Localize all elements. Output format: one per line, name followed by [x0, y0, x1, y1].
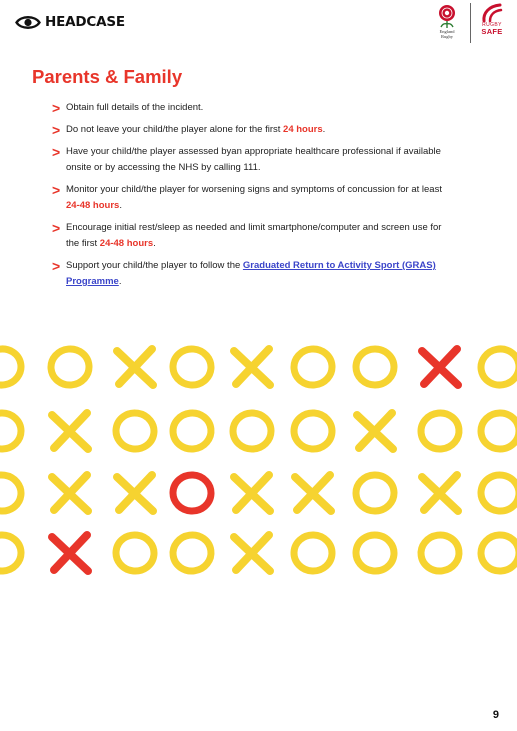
rugby-safe-small: RUGBY	[482, 22, 502, 28]
highlight-duration: 24-48 hours	[66, 200, 120, 211]
bullet-text-part: Encourage initial rest/sleep as needed and limit smartphone/computer and screen use for the first	[66, 222, 442, 249]
chevron-right-icon: >	[52, 144, 61, 160]
rugby-safe-big: SAFE	[481, 27, 503, 36]
nought-shape-yellow	[478, 346, 517, 388]
nought-shape-yellow	[113, 410, 156, 452]
section-title: Parents & Family	[32, 66, 183, 87]
cross-shape-yellow	[234, 349, 270, 385]
headcase-logo	[15, 14, 125, 30]
england-rugby-line2: Rugby	[440, 34, 453, 39]
nought-shape-yellow	[481, 413, 517, 450]
bullet-text	[66, 220, 452, 252]
gras-programme-link[interactable]: Graduated Return to Activity Sport (GRAS) Programme	[66, 260, 436, 287]
highlight-duration: 24 hours	[283, 124, 323, 135]
bullet-text-part: Do not leave your child/the player alone for the first	[66, 124, 284, 135]
cross-shape-red	[52, 535, 88, 571]
page-header	[0, 0, 517, 50]
bullet-text: Have your child/the player assessed byan appropriate healthcare professional if available onsite or by accessing the NHS by calling 111.	[66, 146, 441, 173]
nought-shape-yellow	[114, 533, 156, 573]
cross-shape-red	[422, 349, 458, 385]
nought-shape-yellow	[50, 347, 91, 386]
page-number: 9	[492, 709, 499, 721]
bullet-text-part: .	[322, 124, 326, 135]
partner-logos	[432, 3, 505, 43]
nought-shape-yellow	[0, 413, 21, 450]
cross-shape-yellow	[117, 349, 153, 385]
nought-shape-yellow	[479, 473, 517, 514]
nought-shape-yellow	[233, 413, 272, 450]
highlight-duration: 24-48 hours	[99, 238, 154, 249]
nought-shape-yellow	[0, 534, 22, 572]
swoosh-icon	[480, 3, 504, 23]
nought-shape-yellow	[355, 474, 394, 511]
chevron-right-icon: >	[52, 220, 61, 236]
list-item	[52, 258, 452, 290]
bullet-text-part: .	[153, 238, 156, 249]
rose-icon	[436, 3, 458, 29]
chevron-right-icon: >	[52, 258, 61, 274]
cross-shape-yellow	[52, 475, 88, 511]
chevron-right-icon: >	[52, 122, 61, 138]
logo-divider	[470, 3, 471, 43]
nought-shape-yellow	[419, 411, 461, 451]
cross-shape-yellow	[52, 413, 88, 449]
cross-shape-yellow	[357, 413, 393, 449]
xo-pattern-graphic	[0, 333, 517, 593]
nought-shape-yellow	[419, 533, 462, 574]
cross-shape-yellow	[117, 475, 153, 511]
nought-shape-yellow	[293, 412, 333, 451]
nought-shape-yellow	[171, 411, 213, 451]
list-item	[52, 100, 452, 116]
england-rugby-logo	[432, 3, 462, 39]
nought-shape-yellow	[356, 349, 394, 385]
bullet-text-part: Monitor your child/the player for worsening signs and symptoms of concussion for at least	[66, 184, 442, 195]
bullet-text-part: .	[118, 276, 122, 287]
list-item	[52, 220, 452, 252]
list-item	[52, 144, 452, 176]
bullet-text	[66, 122, 325, 138]
nought-shape-yellow	[293, 534, 332, 571]
chevron-right-icon: >	[52, 182, 61, 198]
list-item	[52, 182, 452, 214]
rugby-safe-logo	[479, 3, 505, 36]
nought-shape-yellow	[0, 346, 24, 388]
bullet-text: Obtain full details of the incident.	[66, 102, 204, 113]
nought-shape-yellow	[480, 534, 517, 572]
eye-icon	[15, 15, 41, 30]
list-item	[52, 122, 452, 138]
cross-shape-yellow	[295, 475, 331, 511]
cross-shape-yellow	[234, 475, 270, 511]
bullet-list	[52, 100, 452, 296]
bullet-text	[66, 258, 452, 290]
bullet-text-part: Support your child/the player to follow the	[66, 260, 243, 271]
nought-shape-yellow	[172, 347, 213, 386]
england-rugby-line1: England	[439, 29, 455, 34]
chevron-right-icon: >	[52, 100, 61, 116]
nought-shape-yellow	[354, 533, 396, 573]
brand-name: HEADCASE	[45, 14, 125, 30]
nought-shape-yellow	[293, 347, 334, 386]
nought-shape-yellow	[171, 533, 214, 574]
nought-shape-yellow	[0, 473, 23, 514]
cross-shape-yellow	[234, 535, 270, 571]
nought-shape-red	[172, 474, 212, 512]
cross-shape-yellow	[422, 475, 458, 511]
bullet-text-part: .	[119, 200, 122, 211]
bullet-text	[66, 182, 452, 214]
